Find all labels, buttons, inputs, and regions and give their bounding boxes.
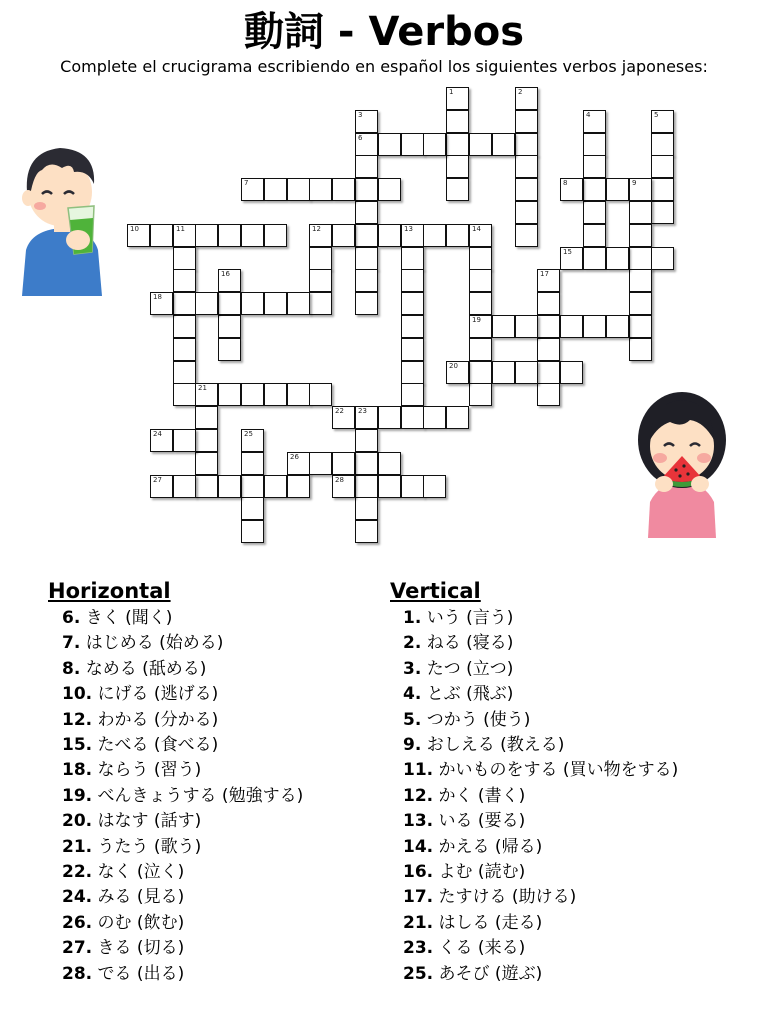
grid-cell[interactable] xyxy=(173,429,196,452)
horizontal-clue xyxy=(62,758,303,783)
grid-cell[interactable] xyxy=(515,110,538,133)
clue-number: 20. xyxy=(62,811,93,832)
grid-cell[interactable] xyxy=(469,383,492,406)
grid-cell[interactable] xyxy=(583,247,606,270)
grid-cell[interactable] xyxy=(629,201,652,224)
grid-cell[interactable] xyxy=(537,269,560,292)
grid-cell[interactable] xyxy=(309,178,332,201)
grid-cell[interactable] xyxy=(401,315,424,338)
grid-cell[interactable] xyxy=(218,315,241,338)
grid-cell[interactable] xyxy=(287,452,310,475)
clue-text: かいものをする (買い物をする) xyxy=(438,760,679,781)
grid-cell[interactable] xyxy=(469,133,492,156)
grid-cell[interactable] xyxy=(173,475,196,498)
cell-number: 21 xyxy=(198,384,207,392)
grid-cell[interactable] xyxy=(218,338,241,361)
vertical-clue xyxy=(403,682,678,707)
grid-cell[interactable] xyxy=(583,201,606,224)
grid-cell[interactable] xyxy=(195,429,218,452)
horizontal-clue xyxy=(62,835,303,860)
clue-number: 11. xyxy=(403,760,434,781)
grid-cell[interactable] xyxy=(241,292,264,315)
grid-cell[interactable] xyxy=(651,247,674,270)
clue-text: いう (言う) xyxy=(426,608,514,628)
cell-number: 22 xyxy=(335,407,344,415)
grid-cell[interactable] xyxy=(401,475,424,498)
grid-cell[interactable] xyxy=(515,155,538,178)
grid-cell[interactable] xyxy=(355,178,378,201)
grid-cell[interactable] xyxy=(515,224,538,247)
clue-text: ならう (習う) xyxy=(97,760,202,781)
clue-text: かく (書く) xyxy=(438,785,526,806)
clue-text: いる (要る) xyxy=(438,811,526,832)
clue-number: 21. xyxy=(403,912,434,933)
grid-cell[interactable] xyxy=(560,178,583,201)
grid-cell[interactable] xyxy=(355,406,378,429)
grid-cell[interactable] xyxy=(401,361,424,384)
clue-number: 4. xyxy=(403,684,422,705)
grid-cell[interactable] xyxy=(173,269,196,292)
grid-cell[interactable] xyxy=(492,361,515,384)
grid-cell[interactable] xyxy=(378,224,401,247)
vertical-clue xyxy=(403,708,678,733)
grid-cell[interactable] xyxy=(492,133,515,156)
grid-cell[interactable] xyxy=(241,452,264,475)
grid-cell[interactable] xyxy=(515,201,538,224)
cell-number: 13 xyxy=(404,225,413,233)
grid-cell[interactable] xyxy=(583,178,606,201)
clue-text: うたう (歌う) xyxy=(97,836,202,857)
grid-cell[interactable] xyxy=(287,178,310,201)
cell-number: 19 xyxy=(472,316,481,324)
cell-number: 24 xyxy=(153,430,162,438)
clue-number: 22. xyxy=(62,862,93,883)
grid-cell[interactable] xyxy=(446,178,469,201)
horizontal-clue xyxy=(62,606,303,631)
grid-cell[interactable] xyxy=(492,315,515,338)
grid-cell[interactable] xyxy=(355,155,378,178)
horizontal-clue xyxy=(62,911,303,936)
cell-number: 16 xyxy=(221,270,230,278)
grid-cell[interactable] xyxy=(583,155,606,178)
grid-cell[interactable] xyxy=(537,292,560,315)
vertical-clue xyxy=(403,758,678,783)
grid-cell[interactable] xyxy=(355,497,378,520)
grid-cell[interactable] xyxy=(560,247,583,270)
horizontal-clue xyxy=(62,733,303,758)
clue-number: 14. xyxy=(403,836,434,857)
grid-cell[interactable] xyxy=(173,338,196,361)
grid-cell[interactable] xyxy=(515,361,538,384)
grid-cell[interactable] xyxy=(173,292,196,315)
vertical-clue xyxy=(403,784,678,809)
grid-cell[interactable] xyxy=(651,155,674,178)
clue-number: 18. xyxy=(62,760,93,781)
cell-number: 15 xyxy=(563,248,572,256)
cell-number: 4 xyxy=(586,111,591,119)
grid-cell[interactable] xyxy=(150,292,173,315)
grid-cell[interactable] xyxy=(332,224,355,247)
grid-cell[interactable] xyxy=(150,224,173,247)
clue-text: はなす (話す) xyxy=(97,811,202,832)
clue-number: 7. xyxy=(62,633,81,654)
grid-cell[interactable] xyxy=(309,247,332,270)
clue-number: 25. xyxy=(403,963,434,984)
grid-cell[interactable] xyxy=(173,224,196,247)
grid-cell[interactable] xyxy=(378,475,401,498)
grid-cell[interactable] xyxy=(629,247,652,270)
vertical-clue xyxy=(403,835,678,860)
clue-text: のむ (飲む) xyxy=(97,912,185,933)
grid-cell[interactable] xyxy=(355,429,378,452)
grid-cell[interactable] xyxy=(241,520,264,543)
clue-number: 21. xyxy=(62,836,93,857)
clue-text: でる (出る) xyxy=(97,963,185,984)
horizontal-heading: Horizontal xyxy=(48,579,171,603)
cell-number: 2 xyxy=(518,88,523,96)
cell-number: 18 xyxy=(153,293,162,301)
grid-cell[interactable] xyxy=(355,133,378,156)
grid-cell[interactable] xyxy=(241,383,264,406)
cell-number: 12 xyxy=(312,225,321,233)
grid-cell[interactable] xyxy=(606,178,629,201)
vertical-clue xyxy=(403,733,678,758)
clue-text: たつ (立つ) xyxy=(426,658,514,679)
grid-cell[interactable] xyxy=(218,224,241,247)
grid-cell[interactable] xyxy=(446,361,469,384)
vertical-clues xyxy=(403,606,678,987)
horizontal-clue xyxy=(62,860,303,885)
grid-cell[interactable] xyxy=(378,133,401,156)
grid-cell[interactable] xyxy=(401,224,424,247)
cell-number: 8 xyxy=(563,179,568,187)
grid-cell[interactable] xyxy=(264,475,287,498)
grid-cell[interactable] xyxy=(469,361,492,384)
clue-text: はじめる (始める) xyxy=(85,633,224,654)
clue-text: つかう (使う) xyxy=(426,709,531,730)
grid-cell[interactable] xyxy=(173,315,196,338)
grid-cell[interactable] xyxy=(287,383,310,406)
grid-cell[interactable] xyxy=(423,475,446,498)
grid-cell[interactable] xyxy=(446,224,469,247)
grid-cell[interactable] xyxy=(264,292,287,315)
grid-cell[interactable] xyxy=(195,406,218,429)
cell-number: 14 xyxy=(472,225,481,233)
grid-cell[interactable] xyxy=(629,338,652,361)
cell-number: 1 xyxy=(449,88,454,96)
grid-cell[interactable] xyxy=(469,269,492,292)
grid-cell[interactable] xyxy=(332,475,355,498)
grid-cell[interactable] xyxy=(195,292,218,315)
page-title: 動詞 - Verbos xyxy=(244,9,524,55)
grid-cell[interactable] xyxy=(606,247,629,270)
horizontal-clue xyxy=(62,631,303,656)
grid-cell[interactable] xyxy=(355,269,378,292)
grid-cell[interactable] xyxy=(241,429,264,452)
cell-number: 5 xyxy=(654,111,659,119)
clue-text: はしる (走る) xyxy=(438,912,543,933)
cell-number: 3 xyxy=(358,111,363,119)
grid-cell[interactable] xyxy=(241,475,264,498)
grid-cell[interactable] xyxy=(560,315,583,338)
grid-cell[interactable] xyxy=(401,269,424,292)
horizontal-clue xyxy=(62,708,303,733)
clue-text: くる (来る) xyxy=(438,938,526,959)
clue-text: きく (聞く) xyxy=(85,608,173,628)
cell-number: 10 xyxy=(130,225,139,233)
grid-cell[interactable] xyxy=(173,361,196,384)
clue-number: 13. xyxy=(403,811,434,832)
grid-cell[interactable] xyxy=(651,178,674,201)
cell-number: 23 xyxy=(358,407,367,415)
grid-cell[interactable] xyxy=(150,429,173,452)
grid-cell[interactable] xyxy=(515,133,538,156)
grid-cell[interactable] xyxy=(355,224,378,247)
clue-number: 15. xyxy=(62,735,93,756)
cell-number: 6 xyxy=(358,134,363,142)
clue-number: 8. xyxy=(62,658,81,679)
grid-cell[interactable] xyxy=(332,452,355,475)
horizontal-clue xyxy=(62,885,303,910)
grid-cell[interactable] xyxy=(309,292,332,315)
grid-cell[interactable] xyxy=(446,87,469,110)
cell-number: 26 xyxy=(290,453,299,461)
grid-cell[interactable] xyxy=(651,133,674,156)
vertical-clue xyxy=(403,936,678,961)
grid-cell[interactable] xyxy=(355,520,378,543)
vertical-clue xyxy=(403,606,678,631)
grid-cell[interactable] xyxy=(195,452,218,475)
cell-number: 27 xyxy=(153,476,162,484)
clue-text: かえる (帰る) xyxy=(438,836,543,857)
grid-cell[interactable] xyxy=(651,201,674,224)
instructions: Complete el crucigrama escribiendo en español los siguientes verbos japoneses: xyxy=(60,57,708,76)
clue-number: 1. xyxy=(403,608,422,628)
grid-cell[interactable] xyxy=(629,292,652,315)
grid-cell[interactable] xyxy=(401,247,424,270)
grid-cell[interactable] xyxy=(629,178,652,201)
grid-cell[interactable] xyxy=(264,383,287,406)
grid-cell[interactable] xyxy=(515,178,538,201)
clue-number: 9. xyxy=(403,735,422,756)
grid-cell[interactable] xyxy=(309,224,332,247)
grid-cell[interactable] xyxy=(651,110,674,133)
clue-number: 26. xyxy=(62,912,93,933)
grid-cell[interactable] xyxy=(309,452,332,475)
grid-cell[interactable] xyxy=(606,315,629,338)
grid-cell[interactable] xyxy=(355,247,378,270)
clue-number: 23. xyxy=(403,938,434,959)
clue-text: たべる (食べる) xyxy=(97,735,219,756)
vertical-clue xyxy=(403,885,678,910)
grid-cell[interactable] xyxy=(218,383,241,406)
clue-text: たすける (助ける) xyxy=(438,887,577,908)
grid-cell[interactable] xyxy=(446,110,469,133)
grid-cell[interactable] xyxy=(446,406,469,429)
grid-cell[interactable] xyxy=(218,269,241,292)
grid-cell[interactable] xyxy=(583,133,606,156)
grid-cell[interactable] xyxy=(537,383,560,406)
clue-text: ねる (寝る) xyxy=(426,633,514,654)
clue-number: 16. xyxy=(403,862,434,883)
horizontal-clue xyxy=(62,936,303,961)
grid-cell[interactable] xyxy=(446,155,469,178)
grid-cell[interactable] xyxy=(241,224,264,247)
grid-cell[interactable] xyxy=(423,224,446,247)
cell-number: 9 xyxy=(632,179,637,187)
vertical-clue xyxy=(403,911,678,936)
clue-number: 10. xyxy=(62,684,93,705)
grid-cell[interactable] xyxy=(469,224,492,247)
clue-number: 17. xyxy=(403,887,434,908)
grid-cell[interactable] xyxy=(241,178,264,201)
grid-cell[interactable] xyxy=(537,315,560,338)
grid-cell[interactable] xyxy=(446,133,469,156)
grid-cell[interactable] xyxy=(583,110,606,133)
vertical-heading: Vertical xyxy=(390,579,481,603)
clue-text: みる (見る) xyxy=(97,887,185,908)
clue-text: よむ (読む) xyxy=(438,862,526,883)
clue-text: なく (泣く) xyxy=(97,862,185,883)
grid-cell[interactable] xyxy=(469,315,492,338)
grid-cell[interactable] xyxy=(560,361,583,384)
clue-text: わかる (分かる) xyxy=(97,709,219,730)
grid-cell[interactable] xyxy=(629,269,652,292)
vertical-clue xyxy=(403,631,678,656)
clue-text: なめる (舐める) xyxy=(85,658,207,679)
grid-cell[interactable] xyxy=(378,406,401,429)
clue-text: べんきょうする (勉強する) xyxy=(97,785,304,806)
horizontal-clue xyxy=(62,962,303,987)
grid-cell[interactable] xyxy=(287,292,310,315)
clue-text: あそび (遊ぶ) xyxy=(438,963,543,984)
vertical-clue xyxy=(403,809,678,834)
vertical-clue xyxy=(403,860,678,885)
clue-number: 5. xyxy=(403,709,422,730)
horizontal-clues xyxy=(62,606,303,987)
grid-cell[interactable] xyxy=(469,338,492,361)
grid-cell[interactable] xyxy=(264,224,287,247)
grid-cell[interactable] xyxy=(469,292,492,315)
grid-cell[interactable] xyxy=(241,497,264,520)
clue-number: 27. xyxy=(62,938,93,959)
clue-number: 12. xyxy=(62,709,93,730)
cell-number: 7 xyxy=(244,179,249,187)
cell-number: 28 xyxy=(335,476,344,484)
clue-number: 3. xyxy=(403,658,422,679)
grid-cell[interactable] xyxy=(195,475,218,498)
grid-cell[interactable] xyxy=(173,247,196,270)
clue-text: にげる (逃げる) xyxy=(97,684,219,705)
grid-cell[interactable] xyxy=(423,133,446,156)
horizontal-clue xyxy=(62,682,303,707)
grid-cell[interactable] xyxy=(401,383,424,406)
clue-number: 24. xyxy=(62,887,93,908)
grid-cell[interactable] xyxy=(469,247,492,270)
grid-cell[interactable] xyxy=(355,452,378,475)
horizontal-clue xyxy=(62,809,303,834)
clue-number: 19. xyxy=(62,785,93,806)
grid-cell[interactable] xyxy=(218,292,241,315)
clue-number: 2. xyxy=(403,633,422,654)
grid-cell[interactable] xyxy=(401,406,424,429)
grid-cell[interactable] xyxy=(127,224,150,247)
grid-cell[interactable] xyxy=(173,383,196,406)
grid-cell[interactable] xyxy=(355,201,378,224)
grid-cell[interactable] xyxy=(537,361,560,384)
horizontal-clue xyxy=(62,784,303,809)
grid-cell[interactable] xyxy=(309,269,332,292)
clue-text: とぶ (飛ぶ) xyxy=(426,684,514,705)
grid-cell[interactable] xyxy=(423,406,446,429)
grid-cell[interactable] xyxy=(150,475,173,498)
clue-text: きる (切る) xyxy=(97,938,185,959)
grid-cell[interactable] xyxy=(537,338,560,361)
clue-text: おしえる (教える) xyxy=(426,735,565,756)
grid-cell[interactable] xyxy=(264,178,287,201)
horizontal-clue xyxy=(62,657,303,682)
cell-number: 25 xyxy=(244,430,253,438)
grid-cell[interactable] xyxy=(332,406,355,429)
cell-number: 17 xyxy=(540,270,549,278)
grid-cell[interactable] xyxy=(629,224,652,247)
grid-cell[interactable] xyxy=(401,292,424,315)
grid-cell[interactable] xyxy=(583,224,606,247)
vertical-clue xyxy=(403,962,678,987)
clue-number: 12. xyxy=(403,785,434,806)
grid-cell[interactable] xyxy=(378,452,401,475)
grid-cell[interactable] xyxy=(378,178,401,201)
grid-cell[interactable] xyxy=(332,178,355,201)
vertical-clue xyxy=(403,657,678,682)
cell-number: 11 xyxy=(176,225,185,233)
grid-cell[interactable] xyxy=(355,475,378,498)
grid-cell[interactable] xyxy=(401,338,424,361)
clue-number: 6. xyxy=(62,608,81,628)
grid-cell[interactable] xyxy=(195,224,218,247)
grid-cell[interactable] xyxy=(195,383,218,406)
grid-cell[interactable] xyxy=(355,292,378,315)
grid-cell[interactable] xyxy=(355,110,378,133)
grid-cell[interactable] xyxy=(309,383,332,406)
grid-cell[interactable] xyxy=(287,475,310,498)
grid-cell[interactable] xyxy=(629,315,652,338)
grid-cell[interactable] xyxy=(515,87,538,110)
grid-cell[interactable] xyxy=(401,133,424,156)
cell-number: 20 xyxy=(449,362,458,370)
grid-cell[interactable] xyxy=(515,315,538,338)
grid-cell[interactable] xyxy=(218,475,241,498)
clue-number: 28. xyxy=(62,963,93,984)
grid-cell[interactable] xyxy=(583,315,606,338)
